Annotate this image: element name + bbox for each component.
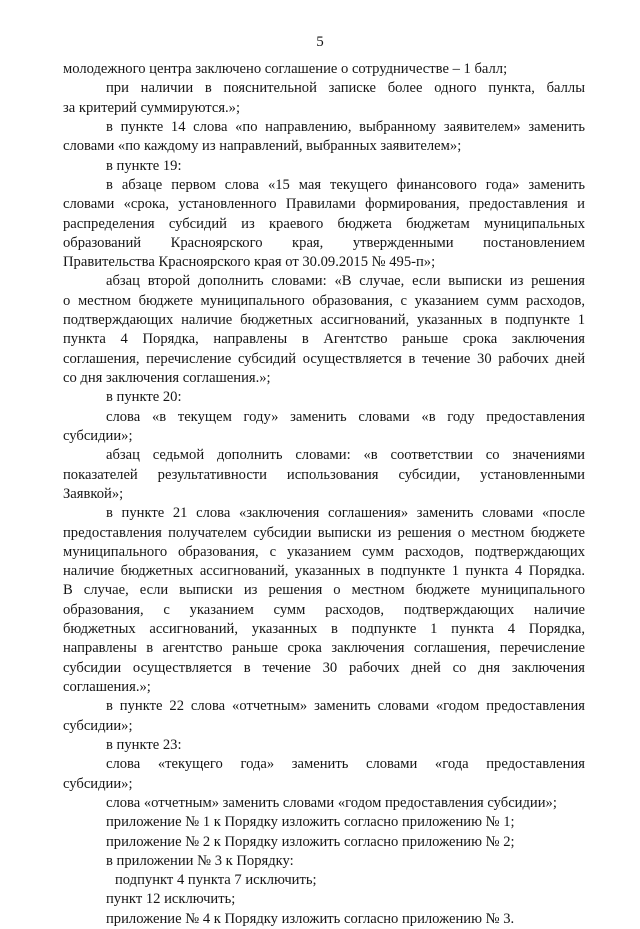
text-line: субсидии»; xyxy=(63,427,133,444)
text-line: в приложении № 3 к Порядку: xyxy=(106,852,294,869)
text-line: предоставления получателем субсидии выписки из решения о местном бюджете xyxy=(63,524,585,541)
text-line: при наличии в пояснительной записке более одного пункта, баллы xyxy=(106,80,585,97)
text-line: в пункте 19: xyxy=(106,157,182,174)
text-line: образований Красноярского края, утвержденными постановлением xyxy=(63,234,585,251)
text-line: абзац второй дополнить словами: «В случае, если выписки из решения xyxy=(106,273,585,290)
text-line: соглашения.»; xyxy=(63,679,151,695)
text-line: словами «срока, установленного Правилами формирования, предоставления и xyxy=(63,196,585,213)
text-line: распределения субсидий из краевого бюджета бюджетам муниципальных xyxy=(63,215,585,232)
text-line: субсидии осуществляется в течение 30 рабочих дней со дня заключения xyxy=(63,659,585,676)
text-line: со дня заключения соглашения.»; xyxy=(63,370,271,386)
text-line: Заявкой»; xyxy=(63,485,124,502)
text-line: образования, с указанием сумм расходов, подтверждающих наличие xyxy=(63,601,585,618)
text-line: в пункте 14 слова «по направлению, выбранному заявителем» заменить xyxy=(106,118,585,135)
text-line: слова «текущего года» заменить словами «года предоставления xyxy=(106,756,585,773)
text-line: в пункте 22 слова «отчетным» заменить словами «годом предоставления xyxy=(106,698,585,715)
document-body xyxy=(63,60,585,929)
text-line: подтверждающих наличие бюджетных ассигнований, указанных в подпункте 1 xyxy=(63,312,585,329)
text-line: субсидии»; xyxy=(63,775,133,792)
text-line: приложение № 4 к Порядку изложить согласно приложению № 3. xyxy=(106,910,515,927)
text-line: слова «отчетным» заменить словами «годом предоставления субсидии»; xyxy=(106,794,557,811)
text-line: субсидии»; xyxy=(63,717,133,734)
text-line: слова «в текущем году» заменить словами «в году предоставления xyxy=(106,408,585,425)
text-line: приложение № 2 к Порядку изложить согласно приложению № 2; xyxy=(106,833,515,850)
text-line: за критерий суммируются.»; xyxy=(63,99,241,116)
text-line: в пункте 20: xyxy=(106,389,182,406)
page-number: 5 xyxy=(316,34,324,50)
text-line: подпункт 4 пункта 7 исключить; xyxy=(115,872,317,889)
text-line: соглашения, перечисление субсидий осуществляется в течение 30 рабочих дней xyxy=(63,350,585,367)
text-line: словами «по каждому из направлений, выбранных заявителем»; xyxy=(63,138,462,155)
text-line: бюджетных ассигнований, указанных в подпункте 1 пункта 4 Порядка, xyxy=(63,621,585,638)
text-line: муниципального образования, с указанием сумм расходов, подтверждающих xyxy=(63,543,585,560)
text-line: Правительства Красноярского края от 30.09.2015 № 495-п»; xyxy=(63,254,436,271)
text-line: наличие бюджетных ассигнований, указанных в подпункте 1 пункта 4 Порядка. xyxy=(63,563,585,580)
text-line: в абзаце первом слова «15 мая текущего финансового года» заменить xyxy=(106,176,585,193)
text-line: показателей результативности использования субсидии, установленными xyxy=(63,466,585,483)
text-line: направлены в агентство раньше срока заключения соглашения, перечисление xyxy=(63,640,585,657)
text-line: приложение № 1 к Порядку изложить согласно приложению № 1; xyxy=(106,814,515,831)
text-line: пункта 4 Порядка, направлены в Агентство раньше срока заключения xyxy=(63,331,585,348)
text-line: молодежного центра заключено соглашение о сотрудничестве – 1 балл; xyxy=(63,61,508,77)
text-line: в пункте 23: xyxy=(106,736,182,753)
text-line: пункт 12 исключить; xyxy=(106,891,236,908)
text-line: в пункте 21 слова «заключения соглашения» заменить словами «после xyxy=(106,505,585,522)
text-line: абзац седьмой дополнить словами: «в соответствии со значениями xyxy=(106,447,585,464)
text-line: о местном бюджете муниципального образования, с указанием сумм расходов, xyxy=(63,292,585,309)
text-line: В случае, если выписки из решения о местном бюджете муниципального xyxy=(63,582,585,599)
